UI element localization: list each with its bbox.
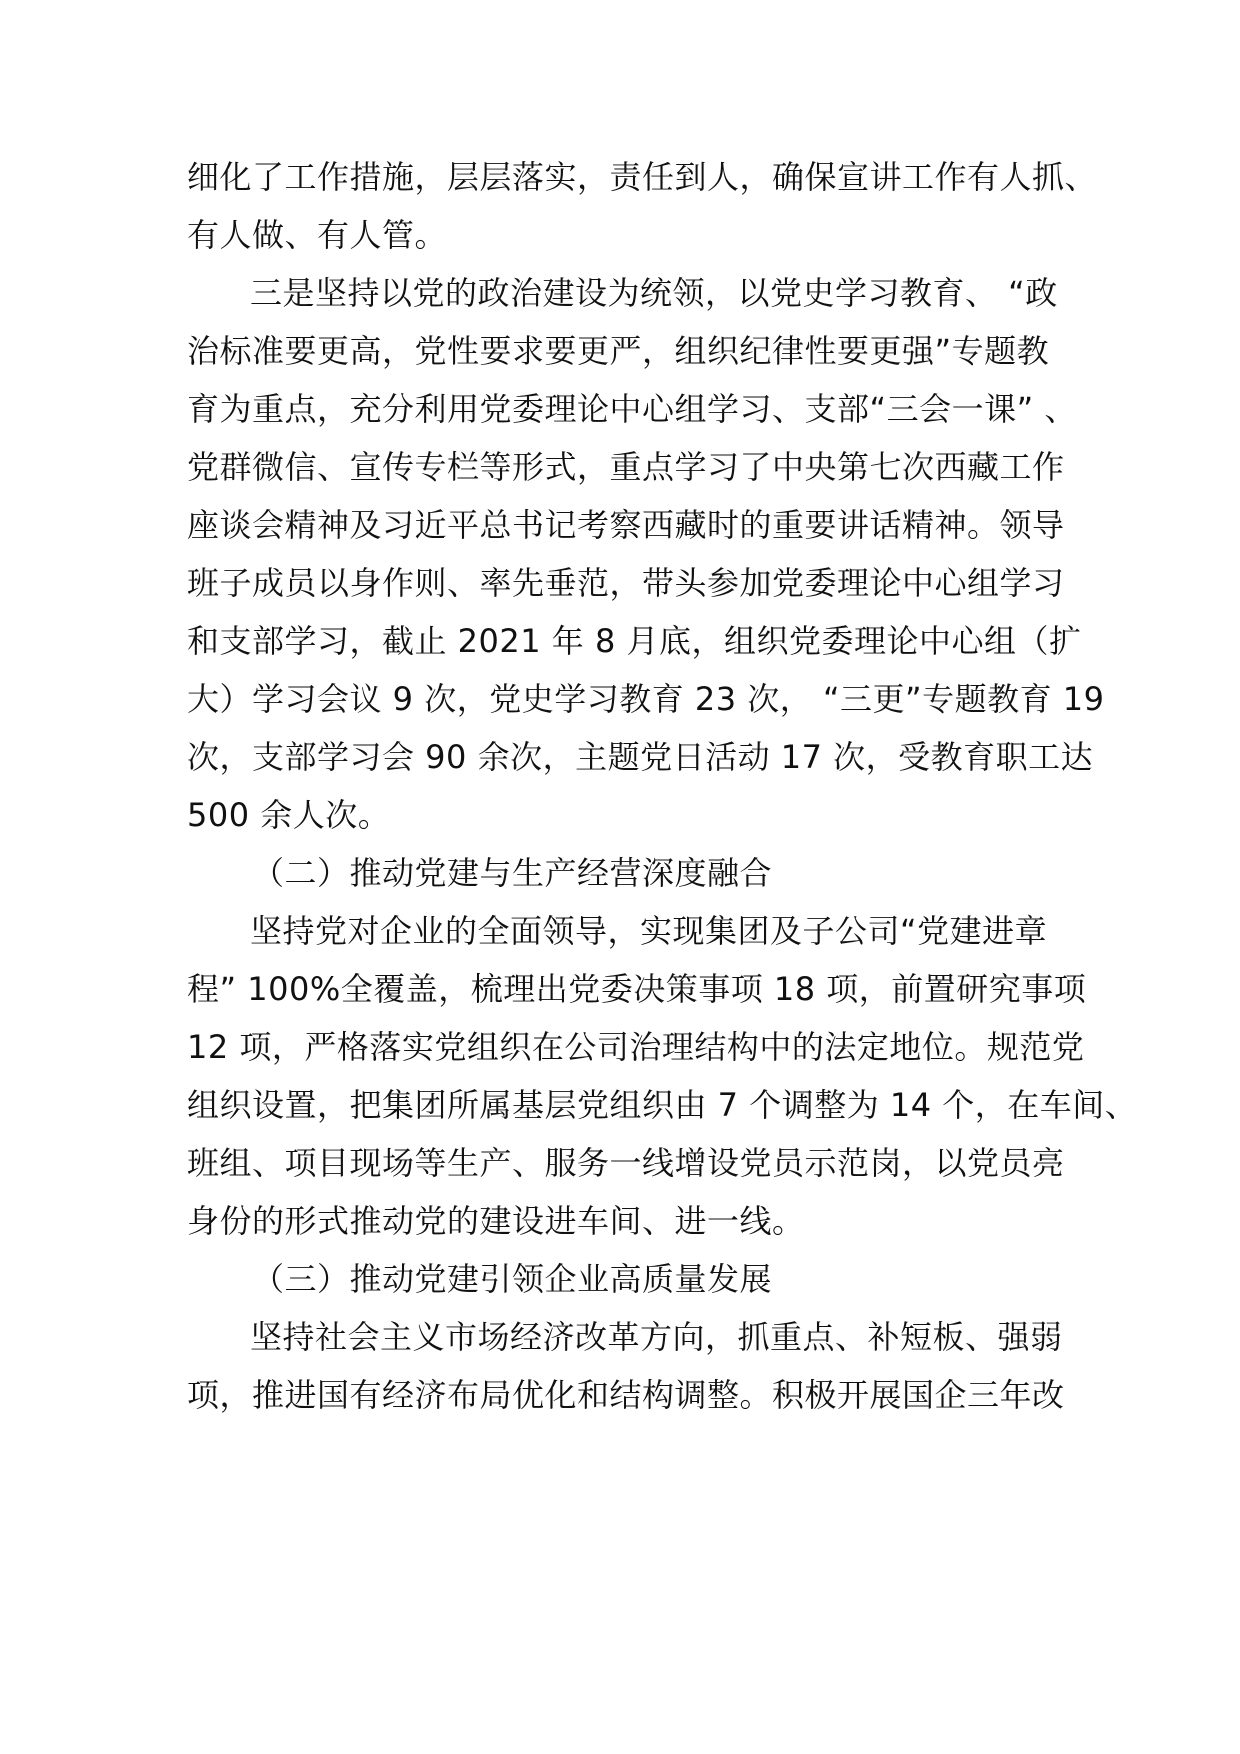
paragraph-line: 身份的形式推动党的建设进车间、进一线。 bbox=[187, 1202, 805, 1240]
paragraph-line: 坚持党对企业的全面领导，实现集团及子公司“党建进章 bbox=[250, 912, 1048, 950]
paragraph-line: 12 项，严格落实党组织在公司治理结构中的法定地位。规范党 bbox=[187, 1028, 1085, 1066]
paragraph-line: 治标准要更高，党性要求要更严，组织纪律性要更强”专题教 bbox=[187, 332, 1050, 370]
paragraph-line: 班组、项目现场等生产、服务一线增设党员示范岗，以党员亮 bbox=[187, 1144, 1065, 1182]
paragraph-line: 次，支部学习会 90 余次，主题党日活动 17 次，受教育职工达 bbox=[187, 738, 1094, 776]
paragraph-line: 党群微信、宣传专栏等形式，重点学习了中央第七次西藏工作 bbox=[187, 448, 1065, 486]
paragraph-line: 班子成员以身作则、率先垂范，带头参加党委理论中心组学习 bbox=[187, 564, 1065, 602]
paragraph-line: 育为重点，充分利用党委理论中心组学习、支部“三会一课” 、 bbox=[187, 390, 1077, 428]
paragraph-line: 坚持社会主义市场经济改革方向，抓重点、补短板、强弱 bbox=[250, 1318, 1063, 1356]
section-heading: （二）推动党建与生产经营深度融合 bbox=[252, 854, 773, 892]
paragraph-line: 有人做、有人管。 bbox=[187, 216, 448, 254]
paragraph-line: 组织设置，把集团所属基层党组织由 7 个调整为 14 个，在车间、 bbox=[187, 1086, 1138, 1124]
paragraph-line: 座谈会精神及习近平总书记考察西藏时的重要讲话精神。领导 bbox=[187, 506, 1065, 544]
paragraph-line: 细化了工作措施，层层落实，责任到人，确保宣讲工作有人抓、 bbox=[187, 158, 1098, 196]
paragraph-line: 和支部学习，截止 2021 年 8 月底，组织党委理论中心组（扩 bbox=[187, 622, 1082, 660]
paragraph-line: 三是坚持以党的政治建设为统领，以党史学习教育、 “政 bbox=[250, 274, 1058, 312]
paragraph-line: 程” 100%全覆盖，梳理出党委决策事项 18 项，前置研究事项 bbox=[187, 970, 1087, 1008]
paragraph-line: 500 余人次。 bbox=[187, 796, 391, 834]
paragraph-line: 项，推进国有经济布局优化和结构调整。积极开展国企三年改 bbox=[187, 1376, 1065, 1414]
paragraph-line: 大）学习会议 9 次，党史学习教育 23 次， “三更”专题教育 19 bbox=[187, 680, 1105, 718]
section-heading: （三）推动党建引领企业高质量发展 bbox=[252, 1260, 773, 1298]
